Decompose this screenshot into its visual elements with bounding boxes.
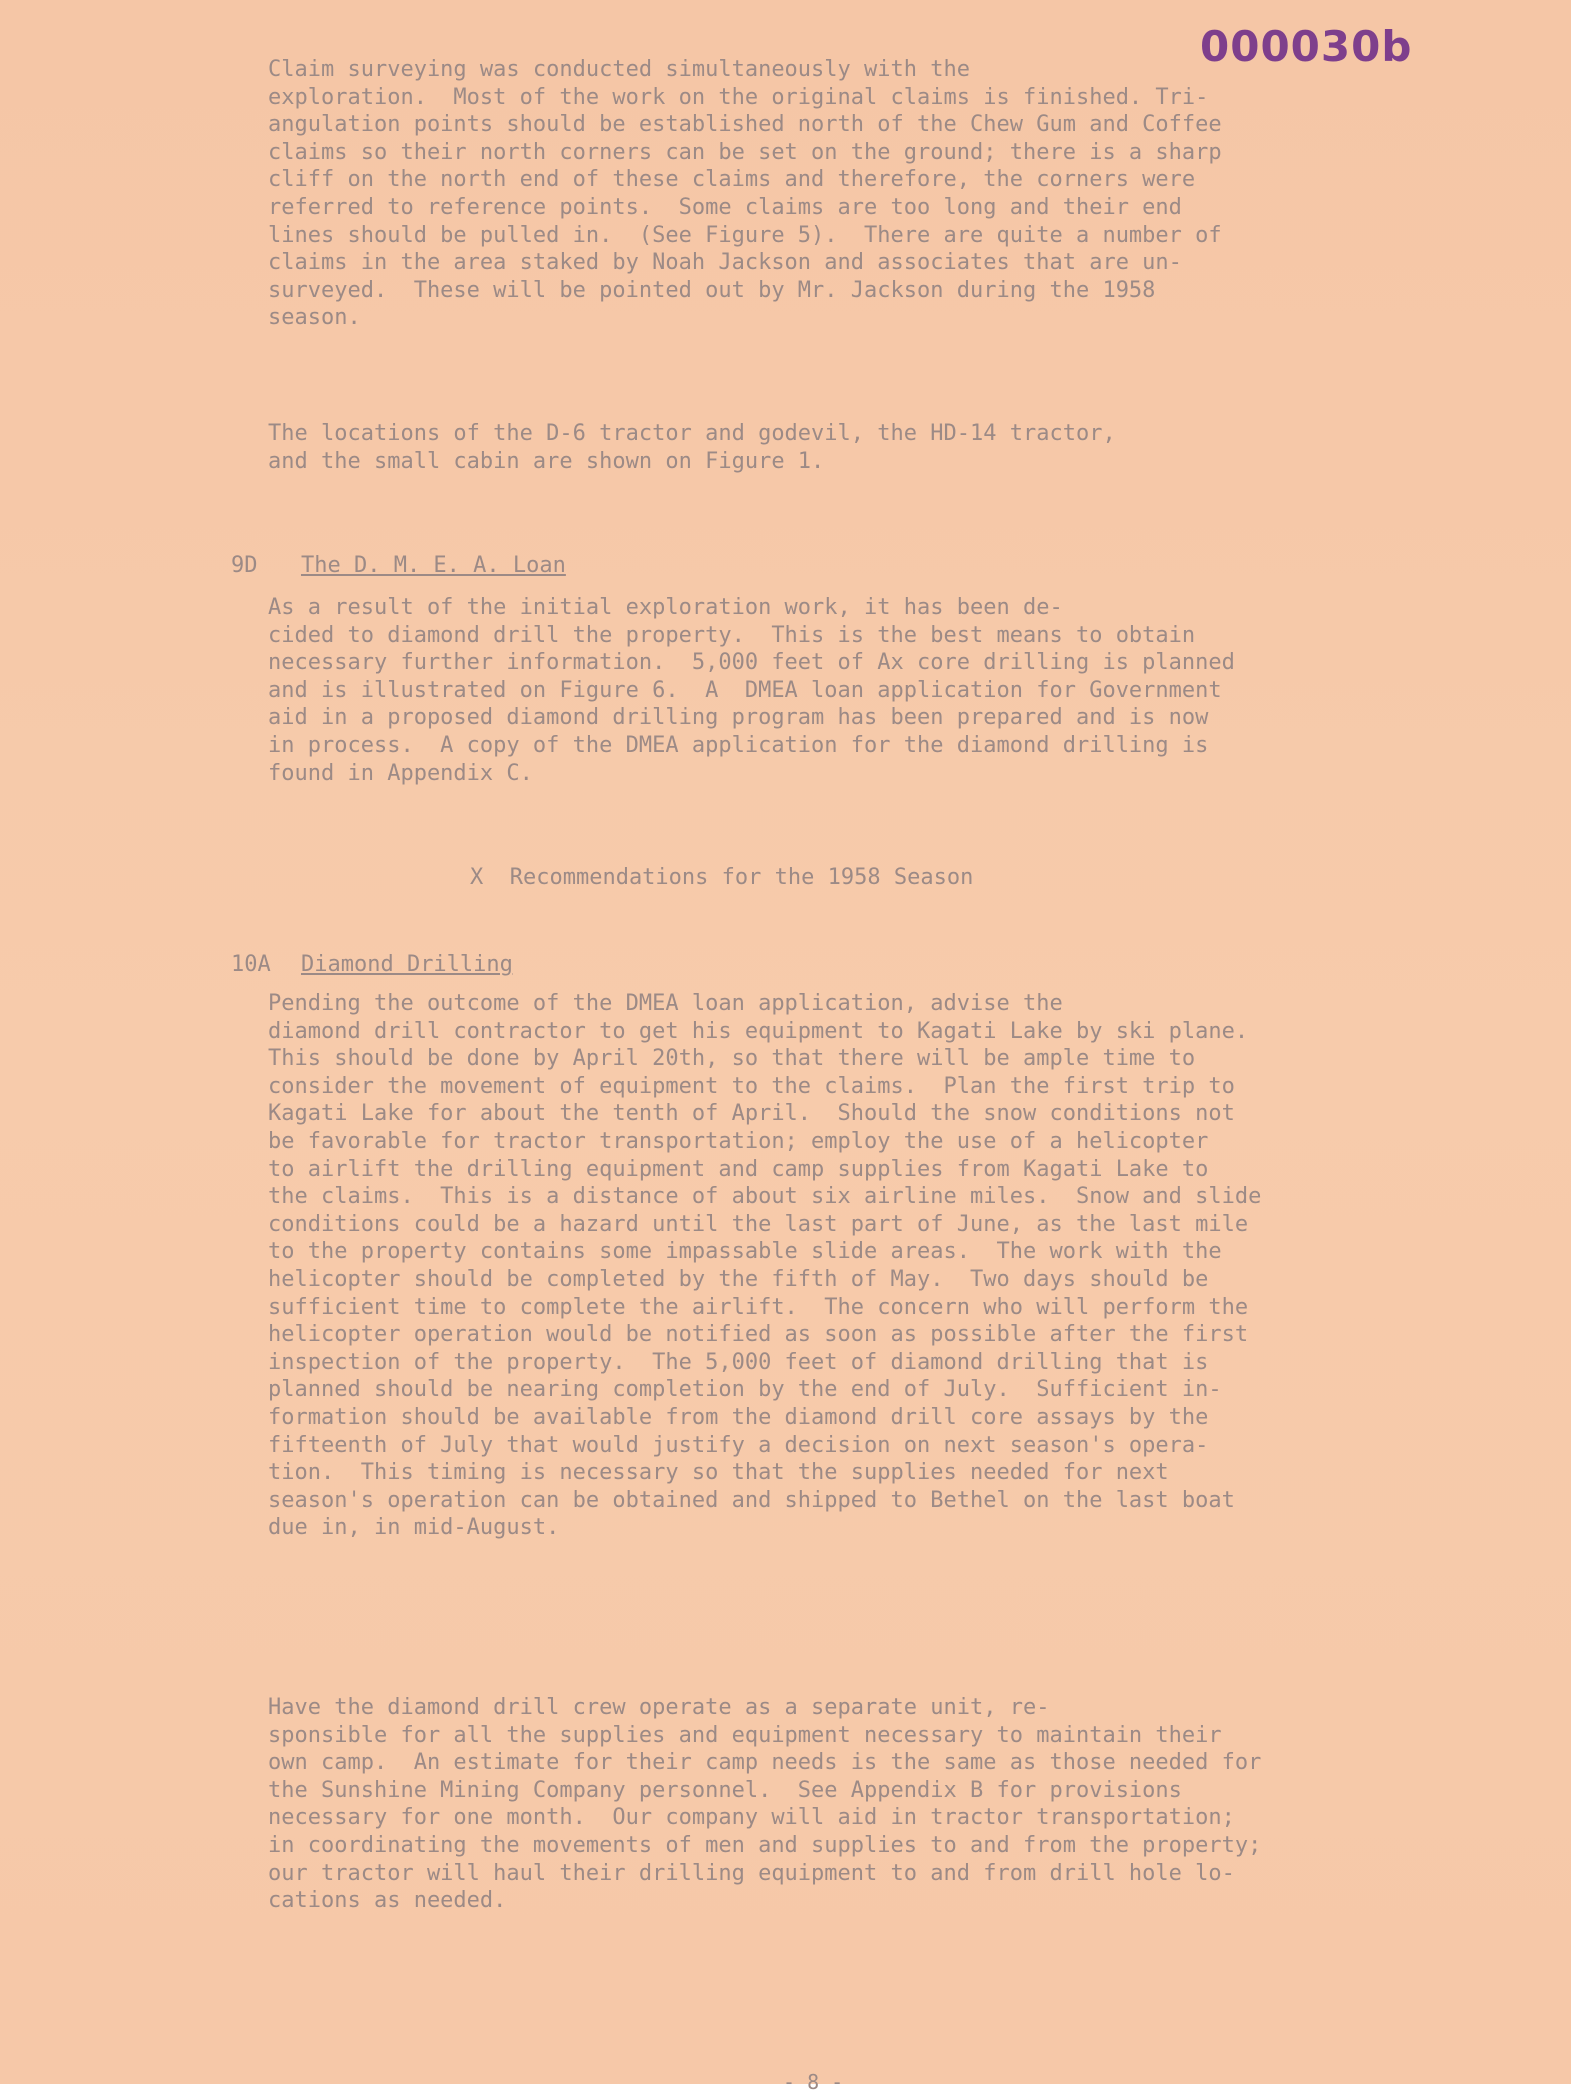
- document-number-stamp: 000030b: [1200, 22, 1413, 71]
- heading-dmea-loan: [178, 528, 566, 603]
- paragraph-claim-surveying: Claim surveying was conducted simultaneously with the exploration. Most of the work on the original claims is finished. Tri- angulation points should be established north of the Chew Gum and Coffee claims so their north corners can be set on the ground; there is a sharp cliff on the north end of these claims and therefore, the corners were referred to reference points. Some claims are too long and their end lines should be pulled in. (See Figure 5). There are quite a number of claims in the area staked by Noah Jackson and associates that are un- surveyed. These will be pointed out by Mr. Jackson during the 1958 season.: [268, 57, 1222, 331]
- heading-number: 9D: [230, 553, 258, 578]
- heading-number: 10A: [230, 952, 271, 977]
- paragraph-dmea-loan: As a result of the initial exploration work, it has been de- cided to diamond drill the property. This is the best means to obtain necessary further information. 5,000 feet of Ax core drilling is planned and is illustrated on Figure 6. A DMEA loan application for Government aid in a proposed diamond drilling program has been prepared and is now in process. A copy of the DMEA application for the diamond drilling is found in Appendix C.: [268, 595, 1235, 786]
- scan-edge: [1571, 0, 1579, 2094]
- section-title-recommendations: X Recommendations for the 1958 Season: [470, 865, 974, 890]
- paragraph-diamond-drilling: Pending the outcome of the DMEA loan application, advise the diamond drill contractor to get his equipment to Kagati Lake by ski plane. This should be done by April 20th, so that there will be ample time to consider the movement of equipment to the claims. Plan the first trip to Kagati Lake for about the tenth of April. Should the snow conditions not be favorable for tractor transportation; employ the use of a helicopter to airlift the drilling equipment and camp supplies from Kagati Lake to the claims. This is a distance of about six airline miles. Snow and slide conditions could be a hazard until the last part of June, as the last mile to the property contains some impassable slide areas. The work with the helicopter should be completed by the fifth of May. Two days should be sufficient time to complete the airlift. The concern who will perform the helicopter operation would be notified as soon as possible after the first inspection of the property. The 5,000 feet of diamond drilling that is planned should be nearing completion by the end of July. Sufficient in- formation should be available from the diamond drill core assays by the fifteenth of July that would justify a decision on next season's opera- tion. This timing is necessary so that the supplies needed for next season's operation can be obtained and shipped to Bethel on the last boat due in, in mid-August.: [268, 991, 1262, 1541]
- heading-title: The D. M. E. A. Loan: [300, 553, 566, 578]
- paragraph-equipment-locations: The locations of the D-6 tractor and godevil, the HD-14 tractor, and the small cabin are shown on Figure 1.: [268, 421, 1116, 474]
- paragraph-drill-crew: Have the diamond drill crew operate as a separate unit, re- sponsible for all the supplies and equipment necessary to maintain their own camp. An estimate for their camp needs is the same as those needed for the Sunshine Mining Company personnel. See Appendix B for provisions necessary for one month. Our company will aid in tractor transportation; in coordinating the movements of men and supplies to and from the property; our tractor will haul their drilling equipment to and from drill hole lo- cations as needed.: [268, 1695, 1262, 1914]
- page-number: - 8 -: [783, 2070, 844, 2094]
- heading-title: Diamond Drilling: [300, 952, 513, 977]
